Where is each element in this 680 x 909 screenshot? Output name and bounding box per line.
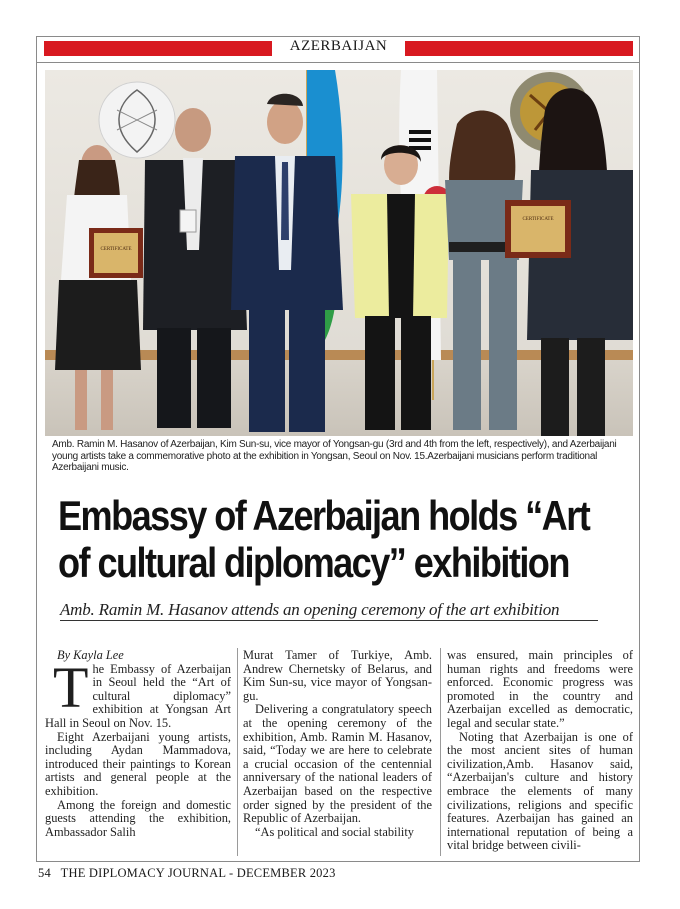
headline-line-2: of cultural diplomacy” exhibition — [58, 539, 569, 586]
subheadline: Amb. Ramin M. Hasanov attends an opening ceremony of the art exhibition — [60, 600, 560, 619]
byline: By Kayla Lee — [57, 648, 124, 662]
header-red-bar-left — [44, 41, 272, 56]
event-photo — [45, 70, 633, 436]
certificate-left-text: CERTIFICATE — [100, 247, 132, 252]
headline — [58, 492, 590, 586]
subheadline-underline — [60, 620, 598, 621]
page-footer: 54 THE DIPLOMACY JOURNAL - DECEMBER 2023 — [38, 866, 336, 880]
header-rule — [36, 62, 640, 63]
photo-caption: Amb. Ramin M. Hasanov of Azerbaijan, Kim Sun-su, vice mayor of Yongsan-gu (3rd and 4th from the left, respectively), and Azerbaijani young artists take a commemorative photo at the exhibition in Yongsan, Seoul on Nov. 15.Azerbaijani musicians perform traditional Azerbaijani music. — [52, 439, 617, 473]
artwork-left — [99, 82, 175, 158]
article-paragraph: was ensured, main principles of human rights and freedoms were enforced. Economic progress was promoted in the country and Azerbaijan excelled as democratic, legal and secular state.” — [447, 648, 633, 730]
article-column-3 — [447, 649, 633, 853]
section-label: AZERBAIJAN — [289, 38, 388, 54]
article-column-2 — [243, 649, 432, 839]
column-rule — [237, 648, 238, 856]
article-paragraph: Noting that Azerbaijan is one of the most ancient sites of human civilization,Amb. Hasanov said, “Azerbaijan's culture and history embrace the elements of many civilizations, religions and specific features. Azerbaijan has gained an international reputation of being a vital bridge between civili- — [447, 729, 633, 853]
drop-cap: T — [53, 654, 89, 720]
article-paragraph-text: he Embassy of Azerbaijan in Seoul held the “Art of cultural diplomacy” exhibition at Yongsan Art Hall in Seoul on Nov. 15. — [45, 661, 231, 730]
article-paragraph: Murat Tamer of Turkiye, Amb. Andrew Chernetsky of Belarus, and Kim Sun-su, vice mayor of Yongsan-gu. — [243, 648, 432, 703]
headline-line-1: Embassy of Azerbaijan holds “Art — [58, 492, 590, 539]
header-red-bar-right — [405, 41, 633, 56]
article-paragraph: “As political and social stability — [255, 824, 414, 839]
article-paragraph: Among the foreign and domestic guests attending the exhibition, Ambassador Salih — [45, 797, 231, 839]
column-rule — [440, 648, 441, 856]
certificate-right-text: CERTIFICATE — [522, 217, 554, 222]
article-paragraph: Eight Azerbaijani young artists, including Aydan Mammadova, introduced their paintings to Korean artists and general people at the exhibition. — [45, 729, 231, 798]
event-photo-illustration — [45, 70, 633, 436]
article-paragraph: Delivering a congratulatory speech at the opening ceremony of the exhibition, Amb. Ramin M. Hasanov, said, “Today we are here to celebrate a crucial occasion of the centennial anniversary of the national leaders of Azerbaijan based on the respective order signed by the president of the Republic of Azerbaijan. — [243, 702, 432, 826]
article-column-1 — [45, 649, 231, 839]
